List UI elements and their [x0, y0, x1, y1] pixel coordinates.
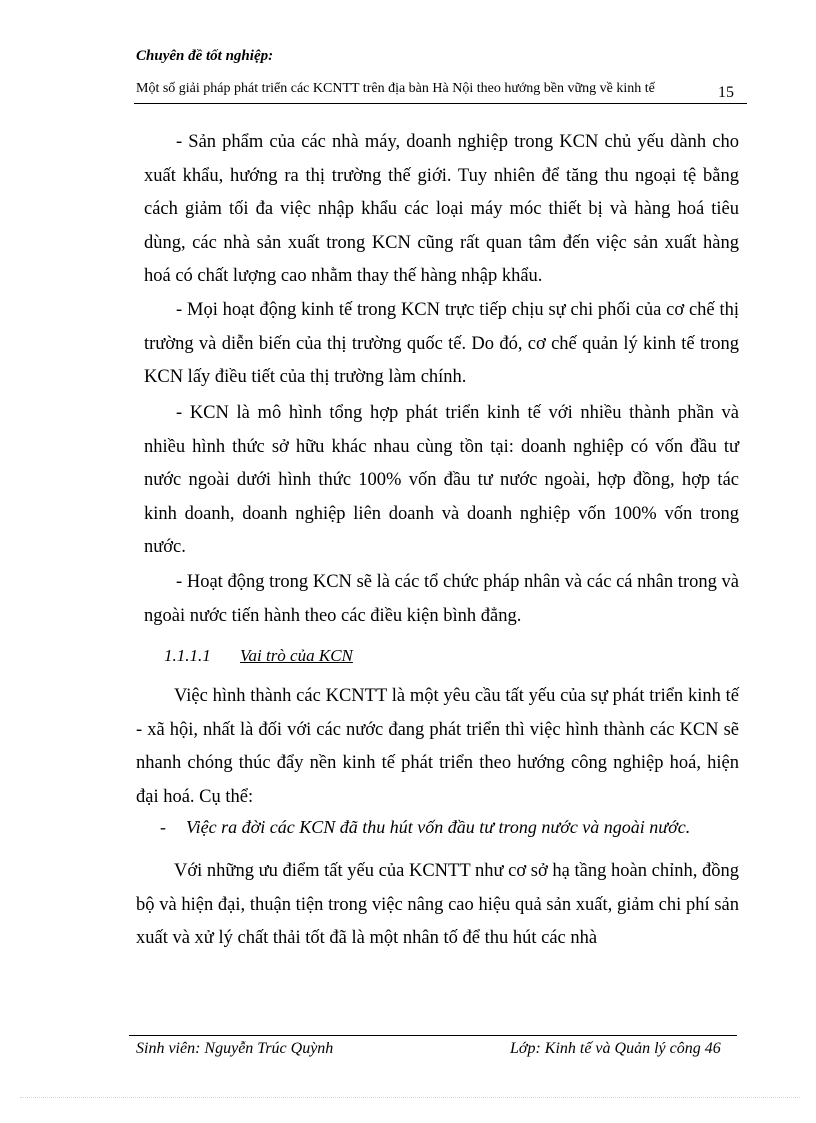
paragraph-market-mechanism: - Mọi hoạt động kinh tế trong KCN trực tiếp chịu sự chi phối của cơ chế thị trường và diễn biến của thị trường quốc tế. Do đó, cơ chế quản lý kinh tế trong KCN lấy điều tiết của thị trường làm chính.: [144, 300, 739, 388]
paragraph-advantages: Với những ưu điểm tất yếu của KCNTT như cơ sở hạ tầng hoàn chỉnh, đồng bộ và hiện đại, thuận tiện trong việc nâng cao hiệu quả sản xuất, giảm chi phí sản xuất và xử lý chất thải tốt đã là một nhân tố để thu hút các nhà: [136, 861, 739, 949]
section-heading-number: 1.1.1.1: [164, 646, 211, 665]
bullet-item: [160, 817, 690, 838]
paragraph-equal-conditions: - Hoạt động trong KCN sẽ là các tổ chức pháp nhân và các cá nhân trong và ngoài nước tiến hành theo các điều kiện bình đẳng.: [144, 572, 739, 626]
footer-class: Lớp: Kinh tế và Quản lý công 46: [510, 1040, 721, 1057]
footer-student: Sinh viên: Nguyễn Trúc Quỳnh: [136, 1040, 334, 1057]
section-heading-title: Vai trò của KCN: [240, 646, 353, 665]
paragraph-ownership: - KCN là mô hình tổng hợp phát triển kinh tế với nhiều thành phần và nhiều hình thức sở hữu khác nhau cùng tồn tại: doanh nghiệp có vốn đầu tư nước ngoài dưới hình thức 100% vốn đầu tư nước ngoài, hợp đồng, hợp tác kinh doanh, doanh nghiệp liên doanh và doanh nghiệp vốn 100% vốn trong nước.: [144, 403, 739, 558]
bullet-text: Việc ra đời các KCN đã thu hút vốn đầu tư trong nước và ngoài nước.: [186, 817, 691, 837]
section-heading: [164, 646, 353, 666]
page-number: 15: [718, 84, 734, 101]
paragraph-products: - Sản phẩm của các nhà máy, doanh nghiệp trong KCN chủ yếu dành cho xuất khẩu, hướng ra thị trường thế giới. Tuy nhiên để tăng thu ngoại tệ bằng cách giảm tối đa việc nhập khẩu các loại máy móc thiết bị và hàng hoá tiêu dùng, các nhà sản xuất trong KCN cũng rất quan tâm đến việc sản xuất hàng hoá có chất lượng cao nhằm thay thế hàng nhập khẩu.: [144, 132, 739, 287]
bullet-dash: -: [160, 817, 166, 837]
paragraph-role-intro: Việc hình thành các KCNTT là một yêu cầu tất yếu của sự phát triển kinh tế - xã hội, nhất là đối với các nước đang phát triển thì việc hình thành các KCN sẽ nhanh chóng thúc đẩy nền kinh tế phát triển theo hướng công nghiệp hoá, hiện đại hoá. Cụ thể:: [136, 686, 739, 807]
header-title: Chuyên đề tốt nghiệp:: [136, 48, 274, 64]
page-bottom-border: [20, 1097, 800, 1098]
footer-rule: [129, 1035, 737, 1036]
header-rule: [134, 103, 747, 104]
header-subtitle: Một số giải pháp phát triển các KCNTT trên địa bàn Hà Nội theo hướng bền vững về kinh tế: [136, 81, 655, 96]
